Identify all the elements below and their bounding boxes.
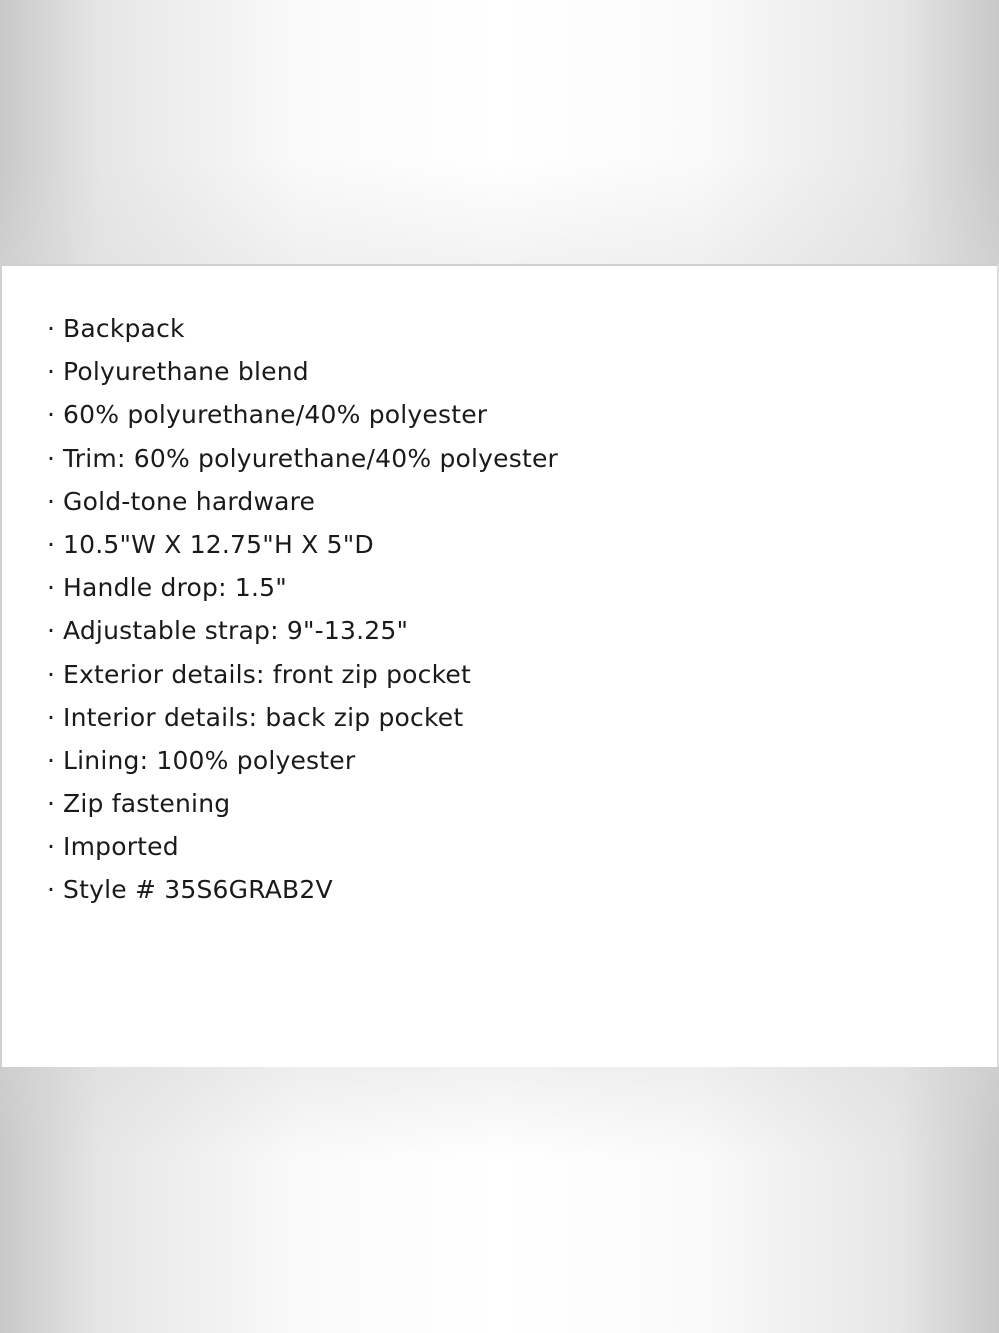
bullet-icon: ·	[47, 443, 56, 473]
bullet-icon: ·	[47, 314, 56, 343]
bullet-icon: ·	[47, 789, 56, 819]
feature-text: Lining: 100% polyester	[63, 745, 356, 775]
list-item	[47, 480, 558, 523]
feature-text: 60% polyurethane/40% polyester	[63, 400, 488, 430]
list-item	[47, 523, 558, 566]
bullet-icon: ·	[47, 659, 56, 689]
feature-text: Imported	[63, 832, 179, 862]
list-item	[47, 782, 558, 825]
bullet-icon: ·	[47, 529, 56, 559]
feature-text: Gold-tone hardware	[63, 486, 316, 516]
top-background-band	[0, 0, 999, 264]
list-item	[47, 739, 558, 782]
feature-text: Backpack	[63, 314, 185, 343]
bullet-icon: ·	[47, 616, 56, 646]
feature-text: Zip fastening	[63, 789, 231, 819]
feature-text: Exterior details: front zip pocket	[63, 659, 471, 689]
bottom-background-band	[0, 1067, 999, 1333]
bullet-icon: ·	[47, 357, 56, 387]
bullet-icon: ·	[47, 573, 56, 603]
list-item	[47, 653, 558, 696]
feature-text: 10.5"W X 12.75"H X 5"D	[63, 529, 374, 559]
feature-text: Handle drop: 1.5"	[63, 573, 287, 603]
list-item	[47, 393, 558, 436]
feature-text: Interior details: back zip pocket	[63, 702, 464, 732]
product-details-panel	[0, 264, 997, 1067]
list-item	[47, 350, 558, 393]
bullet-icon: ·	[47, 745, 56, 775]
bullet-icon: ·	[47, 702, 56, 732]
feature-text: Adjustable strap: 9"-13.25"	[63, 616, 409, 646]
list-item	[47, 609, 558, 652]
feature-text: Polyurethane blend	[63, 357, 309, 387]
bullet-icon: ·	[47, 832, 56, 862]
list-item	[47, 566, 558, 609]
feature-list	[47, 307, 558, 912]
list-item	[47, 868, 558, 911]
bullet-icon: ·	[47, 486, 56, 516]
feature-text: Trim: 60% polyurethane/40% polyester	[63, 443, 559, 473]
bullet-icon: ·	[47, 875, 56, 905]
feature-text: Style # 35S6GRAB2V	[63, 875, 333, 905]
list-item	[47, 696, 558, 739]
list-item	[47, 825, 558, 868]
list-item	[47, 307, 558, 350]
bullet-icon: ·	[47, 400, 56, 430]
list-item	[47, 437, 558, 480]
